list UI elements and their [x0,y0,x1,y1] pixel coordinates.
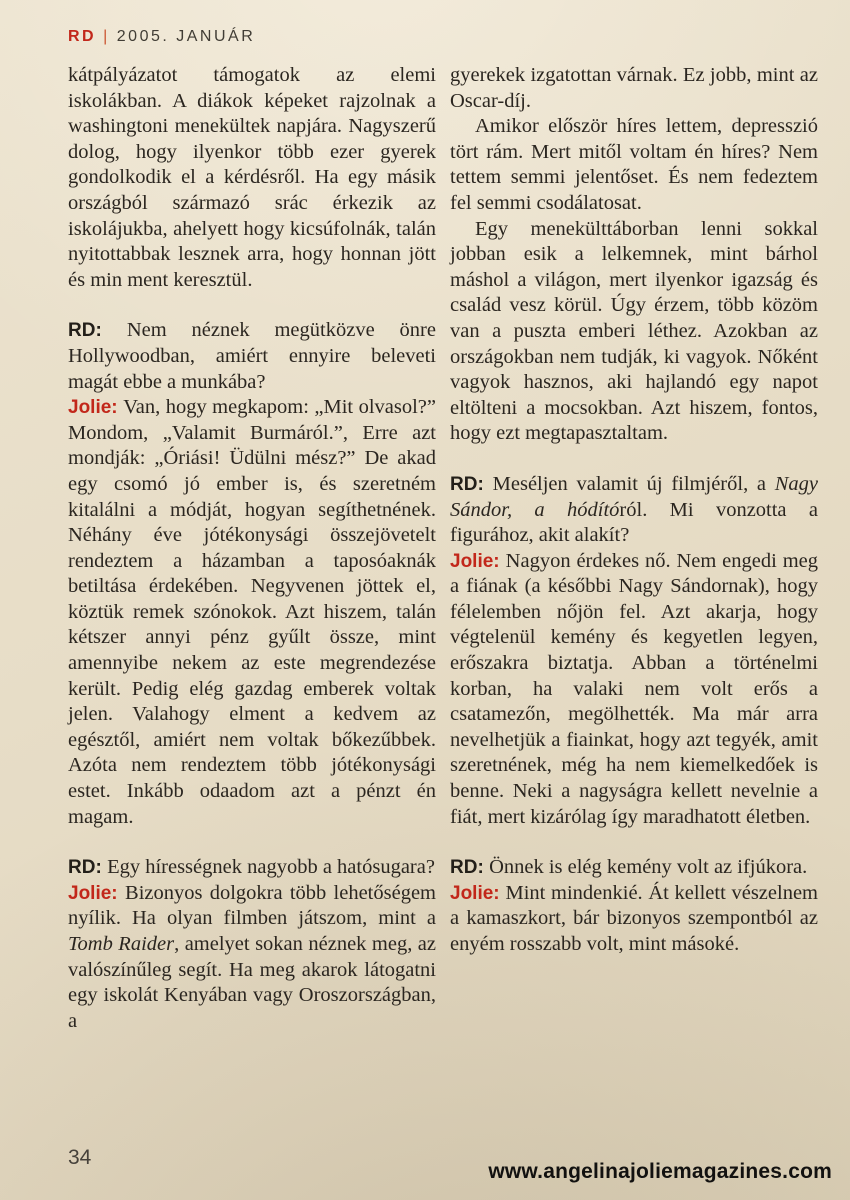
speaker-label-rd: RD: [68,857,108,879]
interviewee-answer: Jolie: Nagyon érdekes nő. Nem engedi meg a fiának (a későbbi Nagy Sándornak), hogy félelemben nőjön fel. Azt akarja, hogy végtelenül kemény és kegyetlen legyen, erőszakra biztatja. Abban a történelmi korban, ha valaki nem volt erős a csatamezőn, megölhették. Ma már arra nevelhetjük a fiainkat, hogy azt tegyék, amit szeretnének, még ha nem kiemelkedőek is benne. Neki a nagyságra kellett nevelnie a fiát, mert kizárólag így maradhatott életben. [450,549,819,828]
interviewee-answer: Jolie: Mint mindenkié. Át kellett vészelnem a kamaszkort, bár bizonyos szempontból az enyém rosszabb volt, mint másoké. [450,881,818,955]
speaker-label-jolie: Jolie: [68,397,124,419]
article-columns [68,63,818,1034]
body-paragraph: kátpályázatot támogatok az elemi iskolákban. A diákok képeket rajzolnak a washingtoni menekültek napjára. Nagyszerű dolog, hogy ilyenkor több ezer gyerek gondolkodik el a kérdésről. Ha egy másik országból származó srác érkezik az iskolájukba, ahelyett hogy kicsúfolnák, talán nyitottabbak lesznek arra, hogy honnan jött és min ment keresztül. [68,64,436,291]
body-paragraph: Egy menekülttáborban lenni sokkal jobban esik a lelkemnek, mint bárhol máshol a világon, mert ilyenkor igazság és család vesz körül. Úgy érzem, több közöm van a puszta emberi léthez. Azokban az országokban nem tudják, ki vagyok. Nőként vagyok hasznos, aki hajlandó egy napot eltölteni a mocsokban. Azt hiszem, fontos, hogy ezt megtapasztaltam. [450,217,818,445]
interviewer-question: RD: Nem néznek megütközve önre Hollywoodban, amiért ennyire beleveti magát ebbe a munkába? [68,319,436,393]
interviewee-answer: Jolie: Bizonyos dolgokra több lehetőségem nyílik. Ha olyan filmben játszom, mint a Tomb Raider, amelyet sokan néznek meg, az valószínűleg segít. Ha meg akarok látogatni egy iskolát Kenyában vagy Oroszországban, a [68,881,437,1032]
body-paragraph: gyerekek izgatottan várnak. Ez jobb, mint az Oscar-díj. [450,64,818,112]
speaker-label-jolie: Jolie: [450,550,506,572]
header-separator: | [103,28,110,45]
interviewer-question: RD: Meséljen valamit új filmjéről, a Nagy Sándor, a hódítóról. Mi vonzotta a figurához, akit alakít? [450,472,818,547]
speaker-label-rd: RD: [450,857,490,879]
running-header [68,28,255,46]
right-column [450,63,818,1034]
interviewer-question: RD: Egy hírességnek nagyobb a hatósugara? [68,856,435,879]
film-title-italic: Tomb Raider [68,933,175,955]
magazine-logo: RD [68,28,97,45]
film-title-italic: Nagy Sándor, a hódító [450,472,818,521]
body-paragraph: Amikor először híres lettem, depresszió tört rám. Mert mitől voltam én híres? Nem tettem semmi jelentőset. És nem fedeztem fel semmi csodálatosat. [450,115,818,214]
speaker-label-rd: RD: [450,473,493,495]
speaker-label-rd: RD: [68,320,127,342]
watermark-url: www.angelinajoliemagazines.com [488,1160,832,1183]
interviewee-answer: Jolie: Van, hogy megkapom: „Mit olvasol?” Mondom, „Valamit Burmáról.”, Erre azt mondják: „Óriási! Üdülni mész?” De akad egy csomó jó ember is, és szeretném kitalálni a módját, hogyan segíthetnének. Néhány éve jótékonysági összejövetelt rendeztem a házamban a taposóaknák betiltása érdekében. Negyvenen jöttek el, köztük remek szónokok. Azt hiszem, talán kétszer annyi pénz gyűlt össze, mint amennyibe nekem az este megrendezése került. Pedig elég gazdag emberek voltak jelen. Valahogy elment a kedvem az egésztől, amiért nem voltak bőkezűbbek. Azóta nem rendeztem több jótékonysági estet. Inkább odaadom azt a pénzt én magam. [68,396,436,828]
speaker-label-jolie: Jolie: [450,882,506,904]
issue-date: 2005. JANUÁR [116,28,256,45]
speaker-label-jolie: Jolie: [68,882,126,904]
interviewer-question: RD: Önnek is elég kemény volt az ifjúkora. [450,856,808,879]
page-number: 34 [68,1146,92,1169]
left-column [68,63,436,1034]
